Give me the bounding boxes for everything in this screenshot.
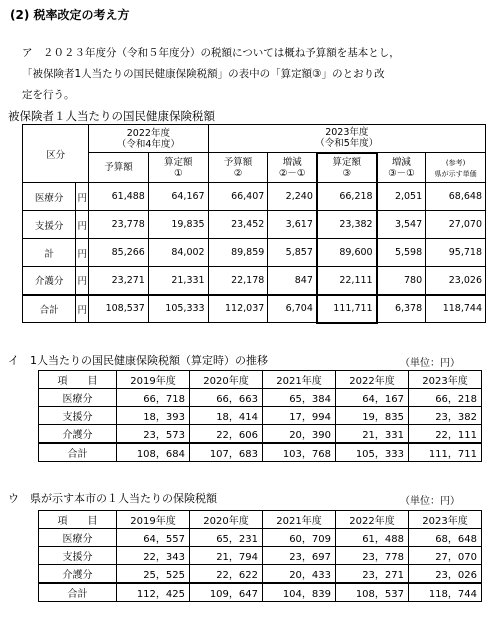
table3-cell: 60，709: [263, 529, 336, 547]
table2-cell: 20，390: [263, 425, 336, 444]
table2-cell: 21，331: [336, 425, 409, 444]
table2-row: [39, 425, 482, 444]
prefecture-tax-table: [38, 510, 482, 602]
table1-cell: 61,488: [89, 183, 149, 211]
table2-cell: 108，684: [117, 443, 190, 462]
table2-cell: 22，111: [409, 425, 482, 444]
table2-unit: （単位：円）: [400, 358, 460, 369]
table3-cell: 25，525: [117, 565, 190, 584]
table1-row: [23, 211, 486, 239]
intro-line-2: 「被保険者1人当たりの国民健康保険税額」の表中の「算定額③」のとおり改: [22, 68, 385, 80]
table1-cell: 23,382: [317, 211, 377, 239]
tax-per-insured-table: [22, 124, 486, 324]
table1-cell: 64,167: [148, 183, 208, 211]
table3-row-label: 医療分: [39, 529, 117, 547]
table1-cell: 780: [377, 267, 426, 295]
table1-col-header: 予算額 ②: [208, 153, 268, 183]
table3-cell: 22，343: [117, 547, 190, 565]
table2-row: [39, 443, 482, 462]
table2-cell: 105，333: [336, 443, 409, 462]
table2-cell: 66，663: [190, 389, 263, 407]
table2-cell: 66，218: [409, 389, 482, 407]
table1-row-label: 支援分: [23, 211, 76, 239]
table3-cell: 61，488: [336, 529, 409, 547]
table1-cell: 21,331: [148, 267, 208, 295]
table1-row: [23, 183, 486, 211]
table2-cell: 17，994: [263, 407, 336, 425]
table1-col-header: 算定額 ①: [148, 153, 208, 183]
table1-cell: 112,037: [208, 295, 268, 323]
table1-corner: 区分: [23, 125, 89, 183]
table2-row-label: 介護分: [39, 425, 117, 444]
table1-col-header: 予算額: [89, 153, 149, 183]
table1-cell: 3,547: [377, 211, 426, 239]
table1-row-label: 介護分: [23, 267, 76, 295]
table1-cell: 5,598: [377, 239, 426, 267]
table2-row-label: 支援分: [39, 407, 117, 425]
table3-cell: 64，557: [117, 529, 190, 547]
table3-header: 2019年度: [117, 511, 190, 529]
table3-cell: 20，433: [263, 565, 336, 584]
table1-col-header: 増減 ②－①: [268, 153, 317, 183]
table2-cell: 22，606: [190, 425, 263, 444]
table1-cell: 6,378: [377, 295, 426, 323]
table3-header: 2020年度: [190, 511, 263, 529]
table1-cell: 6,704: [268, 295, 317, 323]
table1-col-header: 算定額 ③: [317, 153, 377, 183]
table3-header: 2021年度: [263, 511, 336, 529]
yen-unit: 円: [76, 267, 89, 295]
table2-row-label: 医療分: [39, 389, 117, 407]
table3-cell: 23，697: [263, 547, 336, 565]
table1-row: [23, 295, 486, 323]
table3-cell: 23，026: [409, 565, 482, 584]
table2-header: 項 目: [39, 371, 117, 389]
tax-trend-table: [38, 370, 482, 462]
table2-cell: 23，573: [117, 425, 190, 444]
table2-cell: 111，711: [409, 443, 482, 462]
table1-row-label: 医療分: [23, 183, 76, 211]
table1-cell: 27,070: [426, 211, 486, 239]
table3-cell: 118，744: [409, 583, 482, 602]
table1-title: 被保険者１人当たりの国民健康保険税額: [8, 109, 215, 123]
table2-row-label: 合計: [39, 443, 117, 462]
table2-cell: 23，382: [409, 407, 482, 425]
intro-line-1: ア ２０２３年度分（令和５年度分）の税額については概ね予算額を基本とし，: [22, 47, 400, 59]
table3-cell: 109，647: [190, 583, 263, 602]
table1-cell: 5,857: [268, 239, 317, 267]
table3-header: 項 目: [39, 511, 117, 529]
section-heading: (2) 税率改定の考え方: [10, 8, 130, 22]
table3-unit: （単位：円）: [400, 496, 460, 507]
table2-cell: 19，835: [336, 407, 409, 425]
table2-header: 2020年度: [190, 371, 263, 389]
table2-row: [39, 407, 482, 425]
table2-cell: 103，768: [263, 443, 336, 462]
table3-cell: 65，231: [190, 529, 263, 547]
table3-cell: 23，271: [336, 565, 409, 584]
yen-unit: 円: [76, 211, 89, 239]
table1-cell: 89,600: [317, 239, 377, 267]
table2-cell: 65，384: [263, 389, 336, 407]
table1-row: [23, 239, 486, 267]
yen-unit: 円: [76, 183, 89, 211]
table1-cell: 23,778: [89, 211, 149, 239]
table1-cell: 19,835: [148, 211, 208, 239]
table2-header: 2019年度: [117, 371, 190, 389]
table2-header: 2023年度: [409, 371, 482, 389]
table2-row: [39, 389, 482, 407]
table1-col-header: 増減 ③－①: [377, 153, 426, 183]
table1-year-2022: 2022年度 （令和4年度）: [89, 125, 208, 153]
table1-year-2023: 2023年度 （令和5年度）: [208, 125, 485, 153]
table1-cell: 22,111: [317, 267, 377, 295]
table1-cell: 23,452: [208, 211, 268, 239]
table1-cell: 2,240: [268, 183, 317, 211]
table3-row: [39, 565, 482, 584]
table1-cell: 2,051: [377, 183, 426, 211]
table3-cell: 27，070: [409, 547, 482, 565]
table1-cell: 68,648: [426, 183, 486, 211]
table3-cell: 23，778: [336, 547, 409, 565]
table1-cell: 22,178: [208, 267, 268, 295]
table2-header: 2021年度: [263, 371, 336, 389]
table3-cell: 21，794: [190, 547, 263, 565]
table3-row: [39, 529, 482, 547]
table1-cell: 84,002: [148, 239, 208, 267]
table1-cell: 23,026: [426, 267, 486, 295]
table1-row-label: 計: [23, 239, 76, 267]
table1-cell: 89,859: [208, 239, 268, 267]
table3-cell: 108，537: [336, 583, 409, 602]
table2-cell: 18，393: [117, 407, 190, 425]
table2-cell: 66，718: [117, 389, 190, 407]
intro-line-3: 定を行う。: [22, 89, 75, 101]
table2-header: 2022年度: [336, 371, 409, 389]
table1-cell: 111,711: [317, 295, 377, 323]
table1-col-header: (参考) 県が示す単価: [426, 153, 486, 183]
table1-cell: 3,617: [268, 211, 317, 239]
table2-cell: 18，414: [190, 407, 263, 425]
table1-cell: 23,271: [89, 267, 149, 295]
yen-unit: 円: [76, 239, 89, 267]
table1-cell: 66,407: [208, 183, 268, 211]
table3-cell: 68，648: [409, 529, 482, 547]
table1-row-label: 合計: [23, 295, 76, 323]
table3-row-label: 合計: [39, 583, 117, 602]
table3-row: [39, 583, 482, 602]
table3-header-row: [39, 511, 482, 529]
table1-cell: 85,266: [89, 239, 149, 267]
table3-header: 2022年度: [336, 511, 409, 529]
table2-header-row: [39, 371, 482, 389]
table1-cell: 118,744: [426, 295, 486, 323]
table3-title: ウ 県が示す本市の１人当たりの保険税額: [8, 492, 217, 505]
table1-cell: 108,537: [89, 295, 149, 323]
table3-cell: 104，839: [263, 583, 336, 602]
table1-cell: 847: [268, 267, 317, 295]
table3-header: 2023年度: [409, 511, 482, 529]
table3-row-label: 介護分: [39, 565, 117, 584]
yen-unit: 円: [76, 295, 89, 323]
table1-cell: 95,718: [426, 239, 486, 267]
table2-title: イ 1人当たりの国民健康保険税額（算定時）の推移: [8, 354, 268, 367]
table3-row-label: 支援分: [39, 547, 117, 565]
table2-cell: 64，167: [336, 389, 409, 407]
table1-row: [23, 267, 486, 295]
table3-row: [39, 547, 482, 565]
table3-cell: 112，425: [117, 583, 190, 602]
table2-cell: 107，683: [190, 443, 263, 462]
table1-cell: 66,218: [317, 183, 377, 211]
table1-cell: 105,333: [148, 295, 208, 323]
table3-cell: 22，622: [190, 565, 263, 584]
